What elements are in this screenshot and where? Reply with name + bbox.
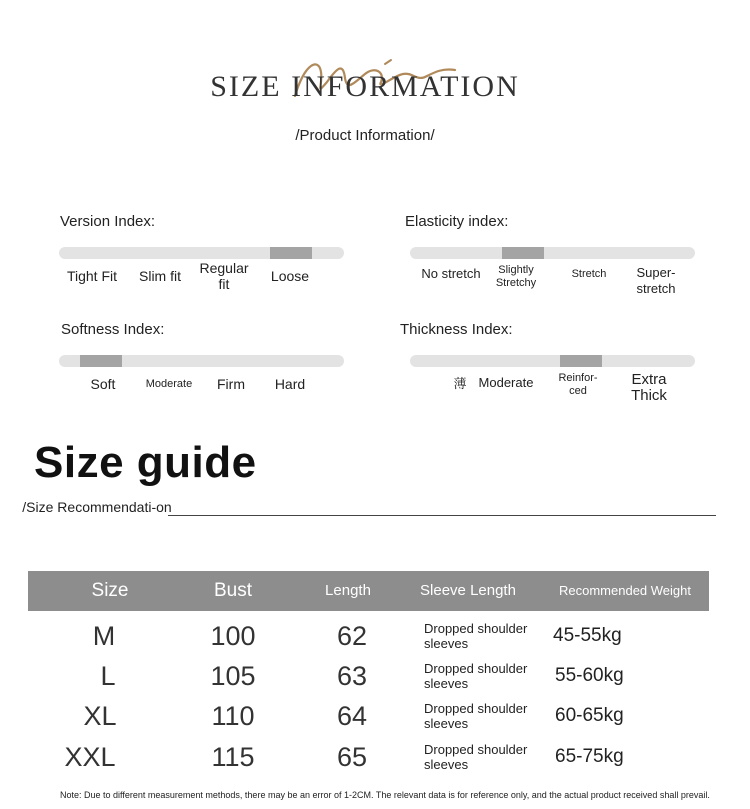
cell-length: 62	[336, 620, 368, 651]
size-table-header	[28, 571, 709, 611]
size-guide-divider	[168, 515, 716, 516]
cell-sleeve: Dropped shoulder sleeves	[424, 701, 528, 731]
cell-size: XL	[83, 700, 117, 731]
size-guide-subtitle: /Size Recommendati-on	[22, 499, 172, 515]
elasticity-option-slightly-stretchy: Slightly Stretchy	[495, 264, 537, 289]
thickness-index-label: Thickness Index:	[400, 321, 513, 338]
cell-bust: 105	[210, 660, 256, 691]
cell-weight: 60-65kg	[555, 705, 624, 726]
cell-length: 63	[336, 660, 368, 691]
elasticity-option-no-stretch: No stretch	[421, 266, 481, 281]
elasticity-index-track	[410, 247, 695, 259]
softness-index-fill	[80, 355, 122, 367]
elasticity-option-super-stretch: Super-stretch	[636, 265, 676, 296]
cell-sleeve: Dropped shoulder sleeves	[424, 621, 528, 651]
table-row	[28, 656, 709, 696]
cell-weight: 65-75kg	[555, 746, 624, 767]
column-header-size: Size	[91, 580, 129, 601]
version-index-track	[59, 247, 344, 259]
cell-bust: 115	[211, 741, 255, 772]
column-header-bust: Bust	[213, 580, 253, 601]
table-row	[28, 696, 709, 736]
cell-length: 64	[336, 700, 368, 731]
softness-option-firm: Firm	[217, 376, 245, 392]
softness-option-soft: Soft	[90, 376, 116, 392]
column-header-recommended-weight: Recommended Weight	[559, 583, 691, 598]
cell-size: XXL	[64, 741, 116, 772]
cell-size: L	[100, 660, 116, 691]
cell-length: 65	[336, 741, 368, 772]
softness-index-track	[59, 355, 344, 367]
thickness-index-fill	[560, 355, 602, 367]
thickness-index-track	[410, 355, 695, 367]
size-guide-title: Size guide	[34, 438, 257, 487]
table-row	[28, 616, 709, 656]
softness-index-label: Softness Index:	[61, 321, 165, 338]
column-header-length: Length	[325, 582, 371, 599]
version-option-regular-fit: Regular fit	[199, 260, 249, 292]
thickness-option-extra-thick: Extra Thick	[631, 371, 667, 404]
thickness-option-thin: 薄	[453, 376, 467, 391]
cell-size: M	[92, 620, 116, 651]
cell-weight: 55-60kg	[555, 665, 624, 686]
softness-option-moderate: Moderate	[145, 378, 193, 390]
softness-option-hard: Hard	[274, 376, 306, 392]
version-index-fill	[270, 247, 312, 259]
measurement-note: Note: Due to different measurement methods, there may be an error of 1-2CM. The relevant data is for reference only, and the actual product received shall prevail.	[60, 790, 710, 800]
version-option-loose: Loose	[270, 268, 310, 284]
elasticity-option-stretch: Stretch	[571, 268, 607, 280]
elasticity-index-fill	[502, 247, 544, 259]
thickness-option-moderate: Moderate	[478, 375, 534, 390]
cell-sleeve: Dropped shoulder sleeves	[424, 661, 528, 691]
elasticity-index-label: Elasticity index:	[405, 213, 509, 230]
version-option-slim-fit: Slim fit	[139, 268, 181, 284]
version-option-tight-fit: Tight Fit	[66, 268, 118, 284]
table-row	[28, 737, 709, 777]
cell-bust: 110	[211, 700, 255, 731]
cell-sleeve: Dropped shoulder sleeves	[424, 742, 528, 772]
cell-bust: 100	[210, 620, 256, 651]
cell-weight: 45-55kg	[553, 625, 622, 646]
thickness-option-reinforced: Reinfor-ced	[558, 372, 598, 397]
version-index-label: Version Index:	[60, 213, 156, 230]
column-header-sleeve-length: Sleeve Length	[420, 582, 516, 599]
page-subtitle: /Product Information/	[295, 127, 435, 144]
page-title: SIZE INFORMATION	[210, 70, 520, 103]
